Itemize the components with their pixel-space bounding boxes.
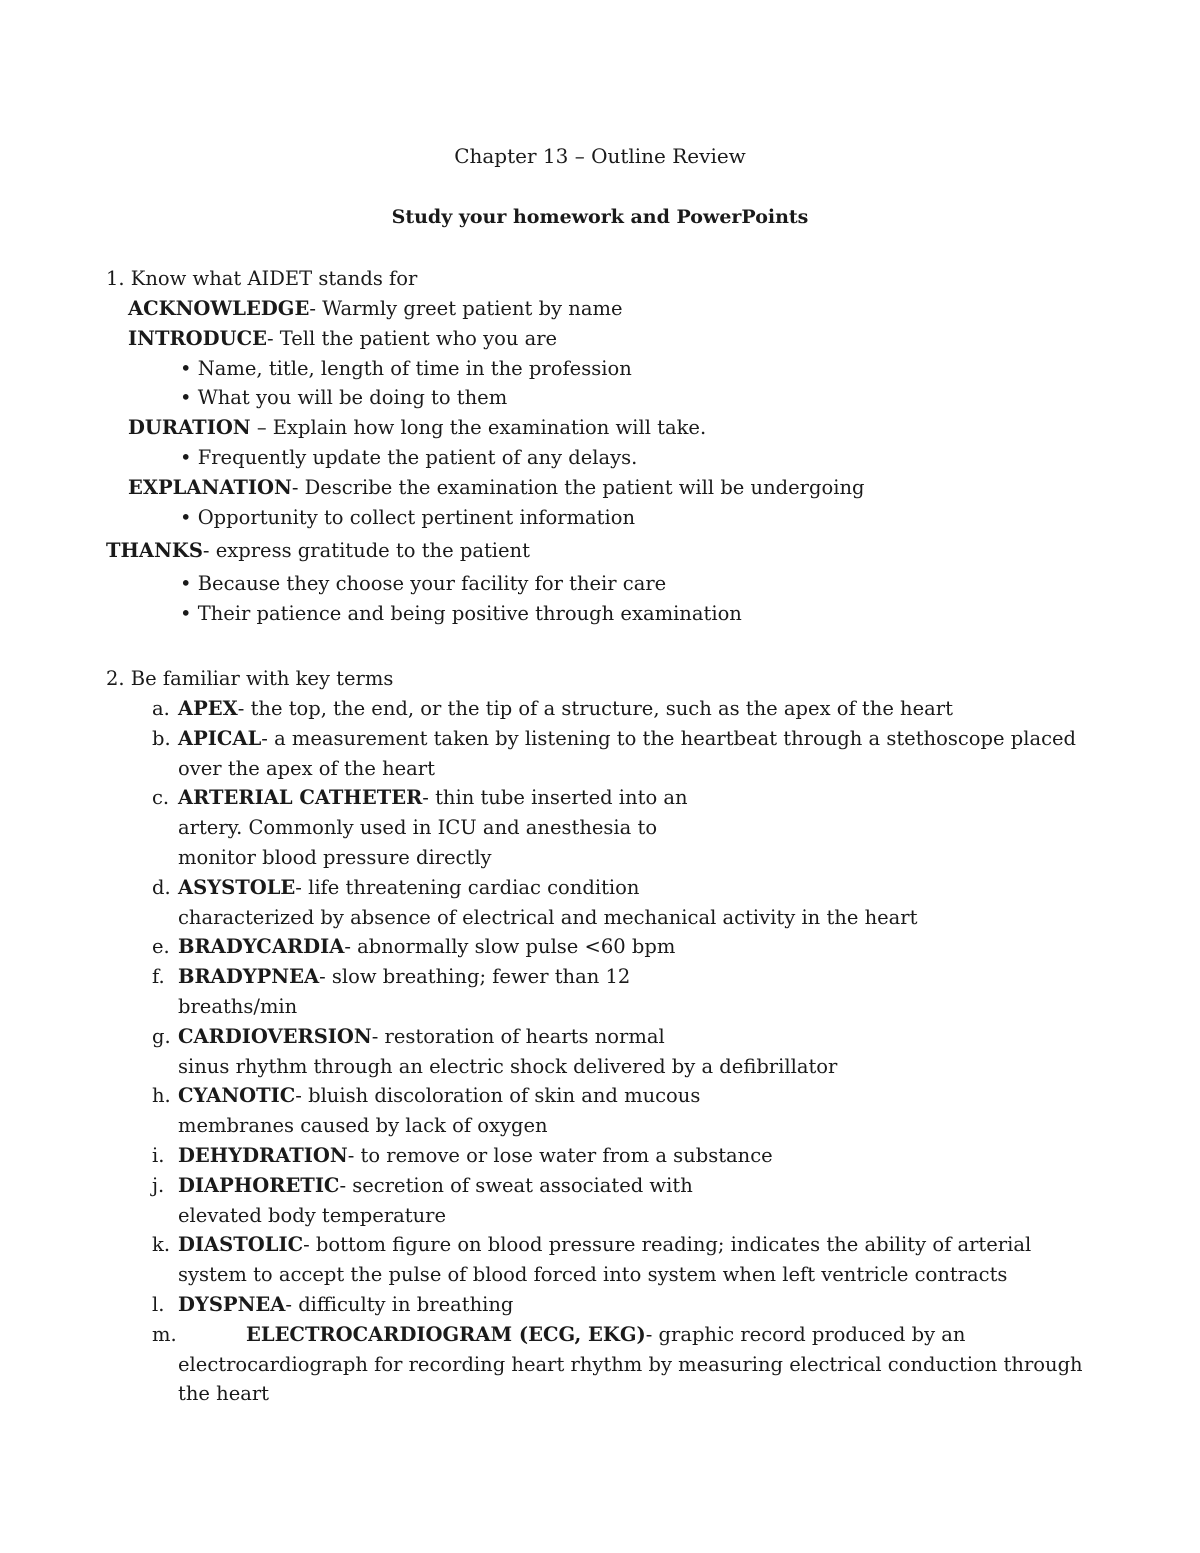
aidet-acknowledge xyxy=(128,296,622,322)
term-marker: d. xyxy=(152,875,171,899)
term-acknowledge: ACKNOWLEDGE xyxy=(128,297,310,320)
term-entry xyxy=(178,726,1076,752)
bullet-item: • Name, title, length of time in the profession xyxy=(180,357,632,380)
term-marker: g. xyxy=(152,1024,171,1048)
term-definition-continued: the heart xyxy=(178,1382,270,1406)
term-introduce: INTRODUCE xyxy=(128,327,267,350)
term-marker: h. xyxy=(152,1084,171,1108)
term-definition: - bottom figure on blood pressure reading; indicates the ability of arterial xyxy=(303,1233,1032,1257)
term-marker: f. xyxy=(152,965,165,989)
bullet-item: • What you will be doing to them xyxy=(180,386,508,409)
term-marker: i. xyxy=(152,1144,165,1167)
term-name: DEHYDRATION xyxy=(178,1144,348,1167)
aidet-explanation xyxy=(128,475,865,501)
term-marker: j. xyxy=(152,1173,165,1197)
section2-heading: 2. Be familiar with key terms xyxy=(106,667,394,690)
def-explanation: - Describe the examination the patient will be undergoing xyxy=(291,476,865,499)
term-entry xyxy=(178,1083,700,1109)
term-entry xyxy=(178,875,639,901)
term-definition: - slow breathing; fewer than 12 xyxy=(319,965,631,989)
term-definition-continued: sinus rhythm through an electric shock delivered by a defibrillator xyxy=(178,1054,838,1078)
term-name: APEX xyxy=(178,697,238,720)
term-marker: k. xyxy=(152,1233,171,1257)
term-definition-continued: membranes caused by lack of oxygen xyxy=(178,1114,548,1138)
term-duration: DURATION xyxy=(128,416,251,439)
term-name: ELECTROCARDIOGRAM (ECG, EKG) xyxy=(246,1322,646,1346)
term-marker: b. xyxy=(152,726,171,750)
def-introduce: - Tell the patient who you are xyxy=(266,327,558,350)
term-definition: - graphic record produced by an xyxy=(645,1322,966,1346)
term-name: ASYSTOLE xyxy=(178,875,296,899)
aidet-thanks xyxy=(106,538,530,564)
term-definition-continued: over the apex of the heart xyxy=(178,756,435,780)
term-marker: m. xyxy=(152,1322,177,1346)
term-entry xyxy=(178,1232,1031,1258)
term-name: DIAPHORETIC xyxy=(178,1173,340,1197)
term-entry xyxy=(178,1143,773,1169)
term-definition-continued: breaths/min xyxy=(178,995,298,1018)
bullet-item: • Opportunity to collect pertinent information xyxy=(180,506,636,529)
term-entry xyxy=(178,785,688,811)
term-definition: - abnormally slow pulse <60 bpm xyxy=(344,935,676,959)
page-subtitle: Study your homework and PowerPoints xyxy=(391,206,809,228)
page-title: Chapter 13 – Outline Review xyxy=(454,144,746,168)
term-definition: - restoration of hearts normal xyxy=(371,1024,665,1048)
bullet-item: • Their patience and being positive through examination xyxy=(180,602,742,625)
term-definition: - to remove or lose water from a substance xyxy=(347,1144,773,1167)
term-entry xyxy=(178,1173,693,1199)
section1-heading: 1. Know what AIDET stands for xyxy=(106,267,418,290)
term-entry xyxy=(178,964,630,990)
term-name: DIASTOLIC xyxy=(178,1233,304,1257)
term-definition: - secretion of sweat associated with xyxy=(339,1173,693,1197)
def-acknowledge: - Warmly greet patient by name xyxy=(309,297,623,320)
def-thanks: - express gratitude to the patient xyxy=(202,539,530,562)
term-marker: l. xyxy=(152,1293,165,1316)
term-thanks: THANKS xyxy=(106,539,203,562)
term-name: CARDIOVERSION xyxy=(178,1024,372,1048)
term-definition-continued: electrocardiograph for recording heart rhythm by measuring electrical conduction through xyxy=(178,1352,1083,1376)
term-marker: e. xyxy=(152,935,170,959)
term-definition: - a measurement taken by listening to the heartbeat through a stethoscope placed xyxy=(261,726,1077,750)
bullet-item: • Frequently update the patient of any delays. xyxy=(180,446,638,469)
term-definition: - bluish discoloration of skin and mucous xyxy=(295,1084,701,1108)
term-name: BRADYPNEA xyxy=(178,965,320,989)
term-definition-continued: monitor blood pressure directly xyxy=(178,846,492,869)
term-marker: c. xyxy=(152,786,170,810)
term-definition: - the top, the end, or the tip of a structure, such as the apex of the heart xyxy=(237,697,953,720)
term-definition-continued: system to accept the pulse of blood forced into system when left ventricle contracts xyxy=(178,1263,1008,1287)
term-definition-continued: elevated body temperature xyxy=(178,1203,447,1227)
term-definition: - life threatening cardiac condition xyxy=(295,875,640,899)
term-entry xyxy=(178,1024,665,1050)
term-explanation: EXPLANATION xyxy=(128,476,292,499)
def-duration: – Explain how long the examination will take. xyxy=(250,416,707,439)
term-entry xyxy=(178,934,675,960)
term-entry xyxy=(178,696,953,722)
bullet-item: • Because they choose your facility for their care xyxy=(180,572,667,595)
term-name: BRADYCARDIA xyxy=(178,935,345,959)
term-name: APICAL xyxy=(178,726,262,750)
term-entry xyxy=(178,1292,513,1318)
term-definition-continued: characterized by absence of electrical and mechanical activity in the heart xyxy=(178,905,918,929)
aidet-introduce xyxy=(128,326,557,352)
term-name: DYSPNEA xyxy=(178,1293,286,1316)
term-definition: - difficulty in breathing xyxy=(285,1293,514,1316)
term-name: CYANOTIC xyxy=(178,1084,296,1108)
term-definition-continued: artery. Commonly used in ICU and anesthesia to xyxy=(178,816,658,840)
term-entry xyxy=(246,1322,966,1348)
aidet-duration xyxy=(128,415,706,441)
term-marker: a. xyxy=(152,697,170,720)
term-name: ARTERIAL CATHETER xyxy=(178,786,423,810)
term-definition: - thin tube inserted into an xyxy=(422,786,688,810)
